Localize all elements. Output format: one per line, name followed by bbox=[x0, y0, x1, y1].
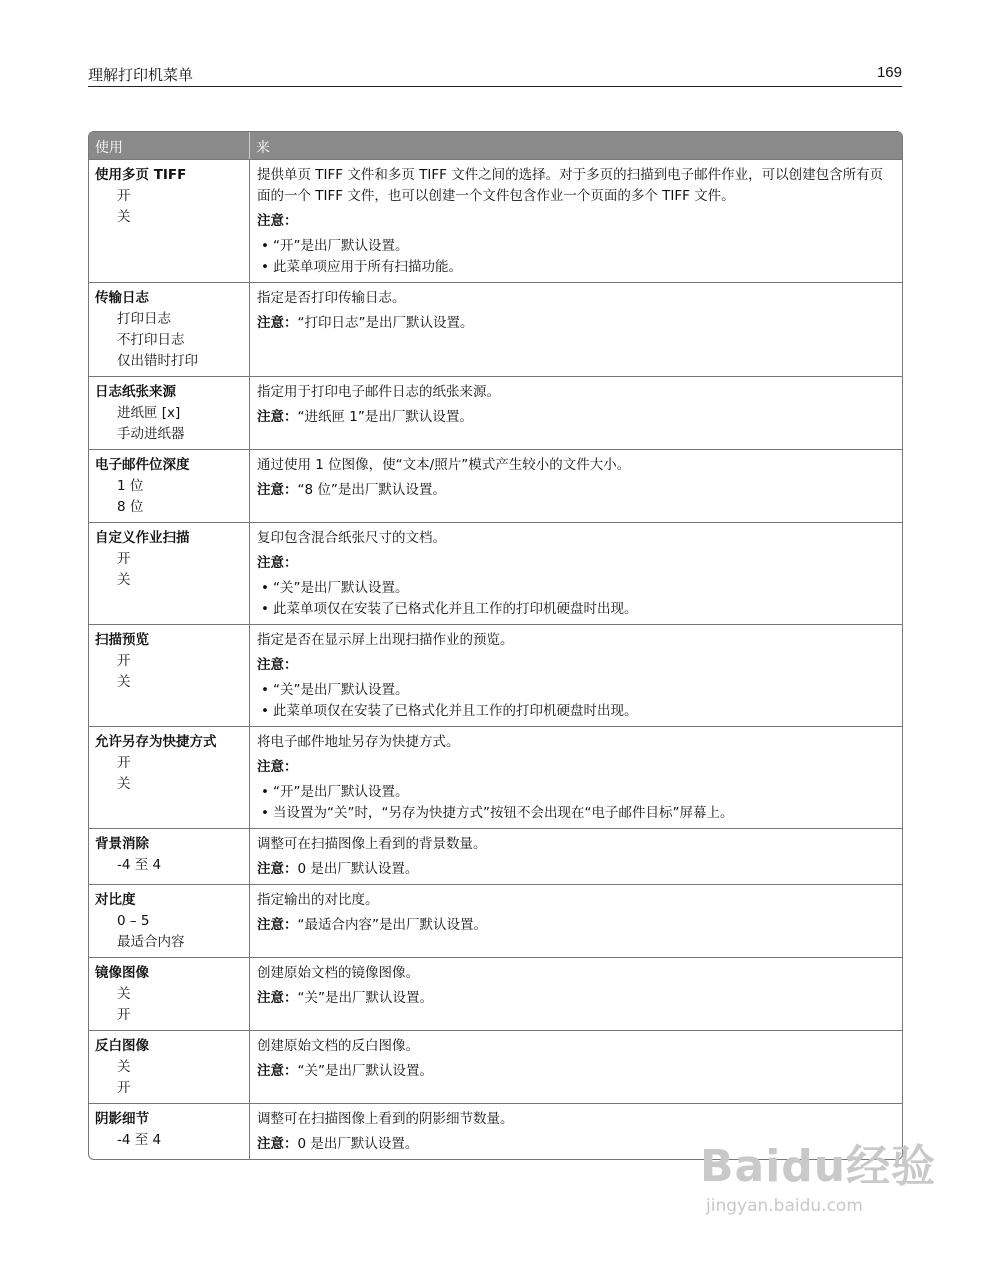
note-bullet-item: • “开”是出厂默认设置。 bbox=[257, 236, 894, 257]
column-header-use: 使用 bbox=[89, 132, 250, 159]
note-text: “进纸匣 1”是出厂默认设置。 bbox=[297, 409, 473, 425]
menu-settings-table bbox=[88, 131, 903, 1160]
menu-item-option: -4 至 4 bbox=[117, 857, 162, 873]
menu-item-option: 不打印日志 bbox=[117, 332, 185, 348]
menu-item-cell bbox=[89, 160, 250, 282]
description-cell bbox=[250, 829, 902, 884]
menu-item-option: 开 bbox=[117, 1007, 131, 1023]
table-row bbox=[89, 282, 902, 376]
menu-item-option: 打印日志 bbox=[117, 311, 171, 327]
note-text: “关”是出厂默认设置。 bbox=[297, 1063, 433, 1079]
menu-item-name: 背景消除 bbox=[95, 836, 149, 852]
description-cell bbox=[250, 1031, 902, 1103]
description-text: 将电子邮件地址另存为快捷方式。 bbox=[257, 734, 460, 750]
menu-item-name: 扫描预览 bbox=[95, 632, 149, 648]
menu-item-option: 1 位 bbox=[117, 478, 144, 494]
menu-item-option: 最适合内容 bbox=[117, 934, 185, 950]
menu-item-name: 反白图像 bbox=[95, 1038, 149, 1054]
menu-item-option: 关 bbox=[117, 1059, 131, 1075]
note-bullet-item: • “开”是出厂默认设置。 bbox=[257, 782, 894, 803]
note-label: 注意： bbox=[257, 482, 298, 498]
description-text: 指定是否打印传输日志。 bbox=[257, 290, 406, 306]
note-bullet-item: • 当设置为“关”时，“另存为快捷方式”按钮不会出现在“电子邮件目标”屏幕上。 bbox=[257, 803, 894, 824]
note-text: “关”是出厂默认设置。 bbox=[297, 990, 433, 1006]
menu-item-option: 开 bbox=[117, 653, 131, 669]
note-bullet-list bbox=[257, 680, 894, 722]
note-line bbox=[257, 313, 894, 334]
note-label: 注意： bbox=[257, 1136, 298, 1152]
note-text: “打印日志”是出厂默认设置。 bbox=[297, 315, 474, 331]
menu-item-cell bbox=[89, 625, 250, 726]
note-bullet-item: • 此菜单项应用于所有扫描功能。 bbox=[257, 257, 894, 278]
note-bullet-item: • 此菜单项仅在安装了已格式化并且工作的打印机硬盘时出现。 bbox=[257, 599, 894, 620]
note-text: “8 位”是出厂默认设置。 bbox=[297, 482, 446, 498]
note-label: 注意： bbox=[257, 990, 298, 1006]
note-text: “最适合内容”是出厂默认设置。 bbox=[297, 917, 487, 933]
note-label: 注意： bbox=[257, 409, 298, 425]
menu-item-option: 关 bbox=[117, 674, 131, 690]
note-bullet-item: • “关”是出厂默认设置。 bbox=[257, 578, 894, 599]
description-cell bbox=[250, 885, 902, 957]
table-body bbox=[89, 159, 902, 1159]
description-cell bbox=[250, 160, 902, 282]
menu-item-cell bbox=[89, 1104, 250, 1159]
note-label: 注意： bbox=[257, 917, 298, 933]
menu-item-option: 开 bbox=[117, 551, 131, 567]
description-text: 指定输出的对比度。 bbox=[257, 892, 379, 908]
note-bullet-list bbox=[257, 578, 894, 620]
menu-item-option: -4 至 4 bbox=[117, 1132, 162, 1148]
table-header bbox=[89, 132, 902, 159]
column-header-to: 来 bbox=[256, 140, 270, 156]
menu-item-cell bbox=[89, 283, 250, 376]
menu-item-cell bbox=[89, 727, 250, 828]
menu-item-cell bbox=[89, 450, 250, 522]
note-line bbox=[257, 1061, 894, 1082]
description-text: 指定是否在显示屏上出现扫描作业的预览。 bbox=[257, 632, 514, 648]
description-cell bbox=[250, 450, 902, 522]
table-row bbox=[89, 376, 902, 449]
menu-item-option: 进纸匣 [x] bbox=[117, 405, 181, 421]
menu-item-name: 允许另存为快捷方式 bbox=[95, 734, 217, 750]
menu-item-name: 阴影细节 bbox=[95, 1111, 149, 1127]
description-cell bbox=[250, 377, 902, 449]
menu-item-name: 电子邮件位深度 bbox=[95, 457, 190, 473]
description-cell bbox=[250, 727, 902, 828]
note-line bbox=[257, 859, 894, 880]
note-line bbox=[257, 988, 894, 1009]
menu-item-option: 开 bbox=[117, 755, 131, 771]
note-label: 注意： bbox=[257, 315, 298, 331]
table-row bbox=[89, 828, 902, 884]
menu-item-cell bbox=[89, 885, 250, 957]
description-cell bbox=[250, 625, 902, 726]
note-bullet-list bbox=[257, 782, 894, 824]
note-line bbox=[257, 757, 894, 778]
note-line bbox=[257, 915, 894, 936]
description-text: 通过使用 1 位图像，使“文本/照片”模式产生较小的文件大小。 bbox=[257, 457, 631, 473]
description-text: 复印包含混合纸张尺寸的文档。 bbox=[257, 530, 446, 546]
page-title: 理解打印机菜单 bbox=[88, 66, 194, 84]
menu-item-option: 关 bbox=[117, 572, 131, 588]
description-text: 提供单页 TIFF 文件和多页 TIFF 文件之间的选择。对于多页的扫描到电子邮件作业，可以创建包含所有页面的一个 TIFF 文件，也可以创建一个文件包含作业一个页面的多个 TIFF 文件。 bbox=[257, 167, 884, 204]
description-cell bbox=[250, 523, 902, 624]
table-row bbox=[89, 159, 902, 282]
menu-item-cell bbox=[89, 1031, 250, 1103]
menu-item-name: 镜像图像 bbox=[95, 965, 149, 981]
note-line bbox=[257, 553, 894, 574]
table-row bbox=[89, 449, 902, 522]
menu-item-option: 关 bbox=[117, 209, 131, 225]
description-cell bbox=[250, 283, 902, 376]
note-label: 注意： bbox=[257, 759, 298, 775]
menu-item-cell bbox=[89, 377, 250, 449]
note-bullet-list bbox=[257, 236, 894, 278]
menu-item-name: 使用多页 TIFF bbox=[95, 167, 187, 183]
description-text: 指定用于打印电子邮件日志的纸张来源。 bbox=[257, 384, 500, 400]
baidu-watermark bbox=[700, 1130, 960, 1260]
menu-item-option: 关 bbox=[117, 986, 131, 1002]
description-text: 调整可在扫描图像上看到的阴影细节数量。 bbox=[257, 1111, 514, 1127]
page-header bbox=[88, 62, 902, 87]
menu-item-option: 关 bbox=[117, 776, 131, 792]
menu-item-option: 开 bbox=[117, 188, 131, 204]
note-line bbox=[257, 480, 894, 501]
menu-item-option: 手动进纸器 bbox=[117, 426, 185, 442]
menu-item-option: 0 – 5 bbox=[117, 913, 150, 929]
menu-item-name: 对比度 bbox=[95, 892, 136, 908]
table-row bbox=[89, 884, 902, 957]
watermark-logo: Baidu经验 bbox=[700, 1141, 937, 1192]
page-number: 169 bbox=[876, 64, 902, 81]
description-text: 调整可在扫描图像上看到的背景数量。 bbox=[257, 836, 487, 852]
menu-item-cell bbox=[89, 958, 250, 1030]
note-label: 注意： bbox=[257, 657, 298, 673]
note-line bbox=[257, 655, 894, 676]
table-row bbox=[89, 522, 902, 624]
menu-item-name: 自定义作业扫描 bbox=[95, 530, 190, 546]
table-row bbox=[89, 624, 902, 726]
note-bullet-item: • 此菜单项仅在安装了已格式化并且工作的打印机硬盘时出现。 bbox=[257, 701, 894, 722]
menu-item-cell bbox=[89, 829, 250, 884]
menu-item-name: 传输日志 bbox=[95, 290, 149, 306]
description-cell bbox=[250, 958, 902, 1030]
note-line bbox=[257, 211, 894, 232]
table-row bbox=[89, 1030, 902, 1103]
note-bullet-item: • “关”是出厂默认设置。 bbox=[257, 680, 894, 701]
note-label: 注意： bbox=[257, 213, 298, 229]
menu-item-cell bbox=[89, 523, 250, 624]
description-text: 创建原始文档的反白图像。 bbox=[257, 1038, 419, 1054]
note-label: 注意： bbox=[257, 1063, 298, 1079]
table-row bbox=[89, 957, 902, 1030]
menu-item-option: 8 位 bbox=[117, 499, 144, 515]
note-text: 0 是出厂默认设置。 bbox=[297, 1136, 419, 1152]
note-text: 0 是出厂默认设置。 bbox=[297, 861, 419, 877]
note-line bbox=[257, 407, 894, 428]
menu-item-name: 日志纸张来源 bbox=[95, 384, 176, 400]
watermark-url: jingyan.baidu.com bbox=[706, 1196, 863, 1216]
description-text: 创建原始文档的镜像图像。 bbox=[257, 965, 419, 981]
menu-item-option: 开 bbox=[117, 1080, 131, 1096]
table-row bbox=[89, 726, 902, 828]
note-label: 注意： bbox=[257, 861, 298, 877]
menu-item-option: 仅出错时打印 bbox=[117, 353, 198, 369]
note-label: 注意： bbox=[257, 555, 298, 571]
